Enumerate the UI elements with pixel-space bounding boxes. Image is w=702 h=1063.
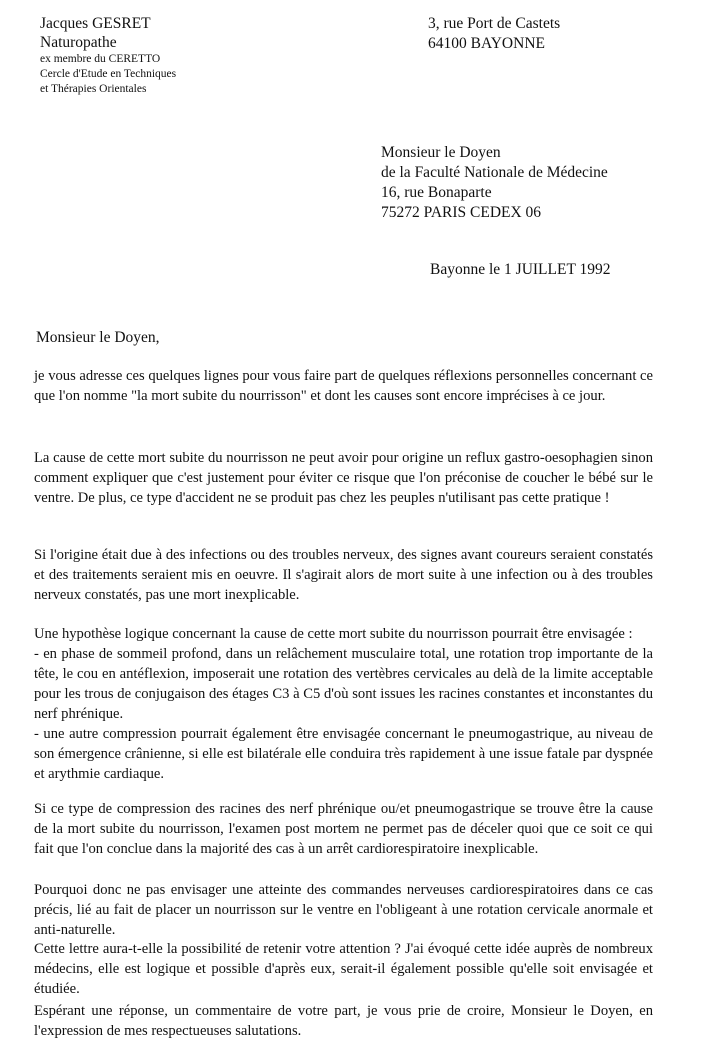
- sender-title: Naturopathe: [40, 34, 117, 51]
- paragraph-text: Une hypothèse logique concernant la cause de cette mort subite du nourrisson pourrait être envisagée :: [34, 626, 633, 642]
- paragraph: [34, 366, 653, 406]
- paragraph: [34, 799, 653, 859]
- paragraph: [34, 939, 653, 999]
- sender-affiliation-line: Cercle d'Etude en Techniques: [40, 68, 177, 80]
- paragraph-text: Cette lettre aura-t-elle la possibilité de retenir votre attention ? J'ai évoqué cette idée auprès de nombreux médecins, elle est logique et possible d'après eux, serait-il également possible qu'elle soit envisagée et étudiée.: [34, 941, 653, 997]
- paragraph-text: Espérant une réponse, un commentaire de votre part, je vous prie de croire, Monsieur le Doyen, en l'expression de mes respectueuses salutations.: [34, 1003, 653, 1039]
- letter-date: Bayonne le 1 JUILLET 1992: [430, 261, 611, 278]
- sender-affiliation-line: ex membre du CERETTO: [40, 53, 161, 65]
- recipient-line: 75272 PARIS CEDEX 06: [381, 204, 542, 221]
- sender-street: 3, rue Port de Castets: [428, 15, 561, 32]
- sender-affiliation-line: et Thérapies Orientales: [40, 83, 147, 95]
- salutation: Monsieur le Doyen,: [36, 329, 160, 346]
- paragraph-text: La cause de cette mort subite du nourrisson ne peut avoir pour origine un reflux gastro-oesophagien sinon comment expliquer que c'est justement pour éviter ce risque que l'on préconise de coucher le bébé sur le ventre. De plus, ce type d'accident ne se produit pas chez les peuples n'utilisant pas cette pratique !: [34, 450, 653, 506]
- sender-city: 64100 BAYONNE: [428, 35, 545, 52]
- list-item: - en phase de sommeil profond, dans un relâchement musculaire total, une rotation trop importante de la tête, le cou en antéflexion, imposerait une rotation des vertèbres cervicales au delà de la limite acceptable pour les trous de conjugaison des étages C3 à C5 d'où sont issues les racines constantes et inconstantes du nerf phrénique.: [34, 646, 653, 722]
- paragraph-text: Pourquoi donc ne pas envisager une atteinte des commandes nerveuses cardiorespiratoires dans ce cas précis, lié au fait de placer un nourrisson sur le ventre en l'obligeant à une rotation cervicale anormale et anti-naturelle.: [34, 882, 653, 938]
- paragraph-text: je vous adresse ces quelques lignes pour vous faire part de quelques réflexions personnelles concernant ce que l'on nomme "la mort subite du nourrisson" et dont les causes sont encore imprécises à ce jour.: [34, 368, 653, 404]
- recipient-line: Monsieur le Doyen: [381, 144, 501, 161]
- sender-block: [40, 14, 176, 97]
- paragraph: [34, 545, 653, 605]
- recipient-line: de la Faculté Nationale de Médecine: [381, 164, 608, 181]
- closing-paragraph: [34, 1001, 653, 1041]
- recipient-line: 16, rue Bonaparte: [381, 184, 492, 201]
- recipient-block: [381, 143, 608, 223]
- paragraph: [34, 448, 653, 508]
- hypothesis-section: [34, 624, 653, 784]
- list-item: - une autre compression pourrait également être envisagée concernant le pneumogastrique, au niveau de son émergence crânienne, si elle est bilatérale elle conduira très rapidement à une issue fatale par dyspnée et arythmie cardiaque.: [34, 726, 653, 782]
- sender-name: Jacques GESRET: [40, 15, 151, 32]
- paragraph: [34, 880, 653, 940]
- paragraph-text: Si ce type de compression des racines des nerf phrénique ou/et pneumogastrique se trouve être la cause de la mort subite du nourrisson, l'examen post mortem ne permet pas de déceler quoi que ce soit ce qui fait que l'on conclue dans la majorité des cas à un arrêt cardiorespiratoire inexplicable.: [34, 801, 653, 857]
- paragraph-text: Si l'origine était due à des infections ou des troubles nerveux, des signes avant coureurs seraient constatés et des traitements seraient mis en oeuvre. Il s'agirait alors de mort suite à une infection ou à des troubles nerveux constatés, pas une mort inexplicable.: [34, 547, 653, 603]
- sender-address: [428, 14, 560, 54]
